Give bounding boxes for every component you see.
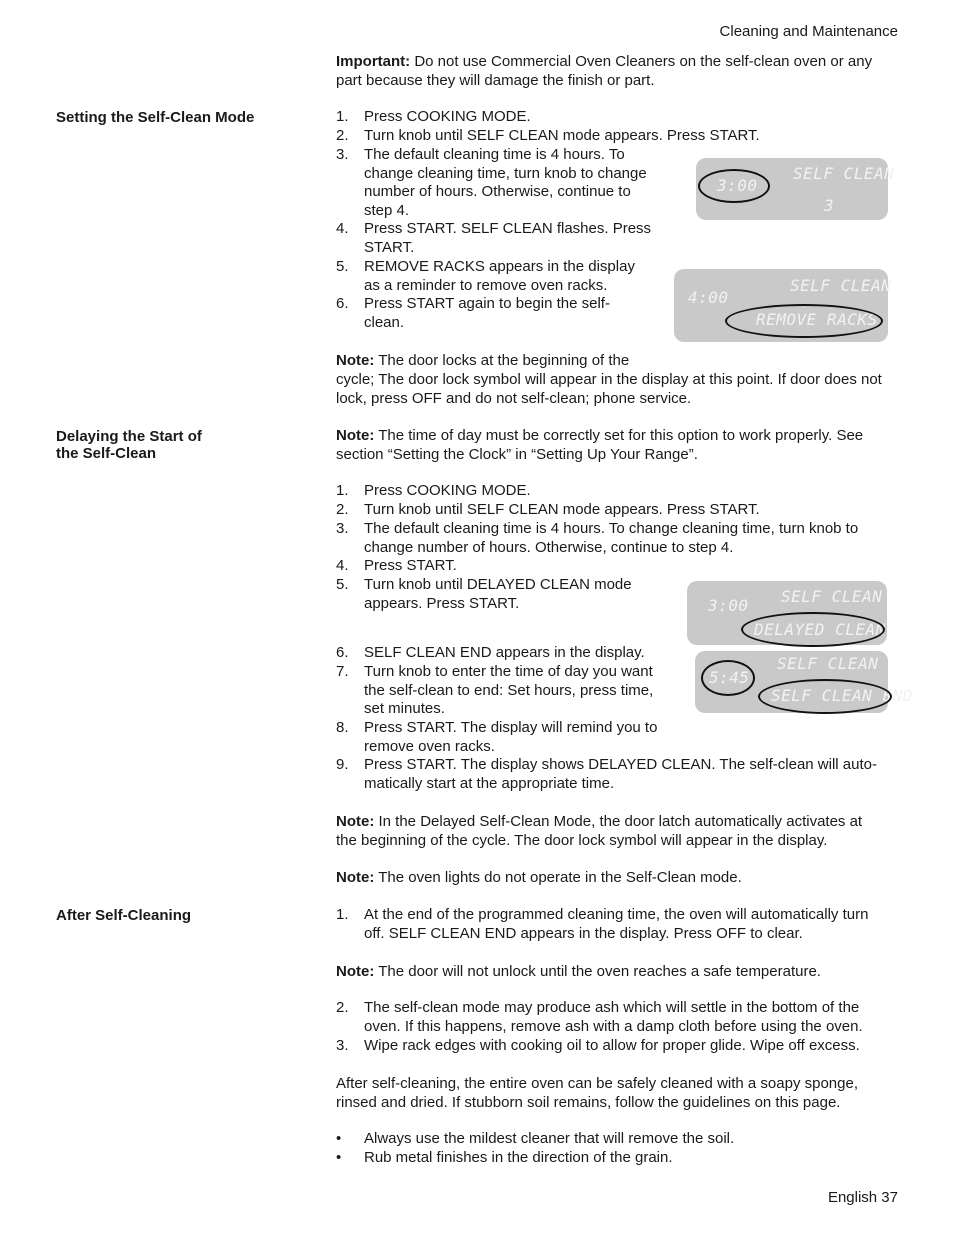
note-text: cycle; The door lock symbol will appear in the display at this point. If door does not [336, 371, 882, 388]
item-number: 1. [336, 108, 349, 125]
item-text: REMOVE RACKS appears in the display [364, 258, 635, 275]
item-text: The self-clean mode may produce ash which will settle in the bottom of the [364, 999, 860, 1016]
note-label: Note: [336, 869, 375, 886]
item-text: the self-clean to end: Set hours, press time, [364, 681, 654, 699]
note-text: In the Delayed Self-Clean Mode, the door latch automatically activates at [374, 813, 863, 830]
oven-lights-note [336, 868, 898, 887]
item-number: 3. [336, 146, 349, 163]
display-mode: SELF CLEAN [777, 654, 879, 673]
item-text: off. SELF CLEAN END appears in the display. Press OFF to clear. [364, 924, 803, 942]
highlight-oval [725, 304, 883, 338]
section-heading-delaying [56, 428, 202, 462]
item-text: The default cleaning time is 4 hours. To change cleaning time, turn knob to [364, 520, 859, 537]
item-number: 9. [336, 756, 349, 773]
bullet-icon: • [336, 1149, 342, 1166]
display-time: 4:00 [688, 288, 729, 307]
important-notice [336, 52, 898, 90]
paragraph-line: After self-cleaning, the entire oven can be safely cleaned with a soapy sponge, [336, 1075, 858, 1092]
item-text: At the end of the programmed cleaning time, the oven will automatically turn [364, 906, 869, 923]
heading-line: the Self-Clean [56, 445, 157, 462]
delaying-note [336, 426, 898, 464]
oven-display-self-clean-end [695, 651, 913, 713]
display-mode: SELF CLEAN [781, 587, 883, 606]
display-message: REMOVE RACKS [756, 310, 878, 329]
item-text: Press START. SELF CLEAN flashes. Press [364, 220, 652, 237]
item-text: as a reminder to remove oven racks. [364, 276, 608, 294]
bullet-text: Always use the mildest cleaner that will remove the soil. [364, 1130, 735, 1147]
item-text: Press START. The display shows DELAYED CLEAN. The self-clean will auto- [364, 756, 877, 773]
after-paragraph [336, 1074, 898, 1112]
item-text: Press START. [364, 557, 457, 574]
item-number: 6. [336, 295, 349, 312]
display-message: SELF CLEAN END [771, 686, 913, 705]
item-number: 3. [336, 1037, 349, 1054]
display-mode: SELF CLEAN [790, 276, 892, 295]
bullet-icon: • [336, 1130, 342, 1147]
item-text: Turn knob until SELF CLEAN mode appears. Press START. [364, 501, 760, 518]
note-label: Note: [336, 813, 375, 830]
highlight-oval [701, 660, 755, 696]
oven-display-remove-racks [674, 269, 892, 342]
note-label: Note: [336, 427, 375, 444]
highlight-oval [698, 169, 770, 203]
display-time: 5:45 [709, 668, 750, 687]
display-time: 3:00 [717, 176, 758, 195]
item-text: Wipe rack edges with cooking oil to allow for proper glide. Wipe off excess. [364, 1037, 860, 1054]
item-text: SELF CLEAN END appears in the display. [364, 644, 645, 661]
item-number: 7. [336, 663, 349, 680]
note-text: lock, press OFF and do not self-clean; phone service. [336, 390, 692, 407]
item-text: Press START again to begin the self- [364, 295, 610, 312]
item-number: 2. [336, 127, 349, 144]
item-text: set minutes. [364, 700, 445, 718]
item-text: remove oven racks. [364, 737, 495, 755]
section-heading-after: After Self-Cleaning [56, 907, 192, 924]
item-number: 4. [336, 557, 349, 574]
section-heading-setting: Setting the Self-Clean Mode [56, 109, 255, 126]
item-text: START. [364, 238, 415, 256]
oven-display-delayed-clean [687, 581, 887, 645]
paragraph-line: rinsed and dried. If stubborn soil remains, follow the guidelines on this page. [336, 1094, 841, 1111]
item-text: oven. If this happens, remove ash with a damp cloth before using the oven. [364, 1017, 863, 1035]
display-time: 3:00 [708, 596, 749, 615]
oven-display-self-clean-3 [696, 158, 895, 220]
important-label: Important: [336, 53, 411, 70]
item-text: appears. Press START. [364, 594, 520, 612]
item-text: Turn knob to enter the time of day you want [364, 663, 653, 680]
highlight-oval [758, 679, 892, 714]
note-label: Note: [336, 352, 375, 369]
display-message: DELAYED CLEAN [754, 620, 886, 639]
page-header: Cleaning and Maintenance [719, 23, 898, 40]
note-text: The door locks at the beginning of the [374, 352, 630, 369]
setting-note [336, 351, 898, 408]
note-text: The door will not unlock until the oven reaches a safe temperature. [374, 963, 821, 980]
item-text: matically start at the appropriate time. [364, 774, 615, 792]
item-number: 3. [336, 520, 349, 537]
after-note [336, 962, 898, 981]
item-text: The default cleaning time is 4 hours. To [364, 146, 625, 163]
item-number: 8. [336, 719, 349, 736]
item-text: Press COOKING MODE. [364, 108, 531, 125]
delayed-mode-note [336, 812, 898, 850]
bullet-text: Rub metal finishes in the direction of the grain. [364, 1149, 673, 1166]
item-text: Turn knob until SELF CLEAN mode appears. Press START. [364, 127, 760, 144]
item-number: 2. [336, 999, 349, 1016]
item-number: 1. [336, 482, 349, 499]
heading-line: Delaying the Start of [56, 428, 202, 445]
important-text: Do not use Commercial Oven Cleaners on the self-clean oven or any part because they will damage the finish or part. [336, 53, 873, 89]
item-text: Press COOKING MODE. [364, 482, 531, 499]
item-text: change cleaning time, turn knob to change [364, 164, 647, 182]
item-number: 1. [336, 906, 349, 923]
note-text: The oven lights do not operate in the Self-Clean mode. [374, 869, 742, 886]
item-text: clean. [364, 313, 405, 331]
item-text: Press START. The display will remind you to [364, 719, 658, 736]
page-footer: English 37 [827, 1189, 898, 1206]
note-text: The time of day must be correctly set for this option to work properly. See [374, 427, 864, 444]
note-text: the beginning of the cycle. The door lock symbol will appear in the display. [336, 832, 828, 849]
item-text: change number of hours. Otherwise, continue to step 4. [364, 538, 734, 556]
note-text: section “Setting the Clock” in “Setting Up Your Range”. [336, 446, 698, 463]
item-text: number of hours. Otherwise, continue to [364, 183, 631, 201]
item-number: 4. [336, 220, 349, 237]
item-text: Turn knob until DELAYED CLEAN mode [364, 576, 632, 593]
display-value: 3 [824, 196, 835, 215]
item-number: 2. [336, 501, 349, 518]
display-mode: SELF CLEAN [793, 164, 895, 183]
highlight-oval [741, 612, 885, 647]
note-label: Note: [336, 963, 375, 980]
item-number: 5. [336, 258, 349, 275]
item-text: step 4. [364, 201, 410, 219]
item-number: 6. [336, 644, 349, 661]
item-number: 5. [336, 576, 349, 593]
